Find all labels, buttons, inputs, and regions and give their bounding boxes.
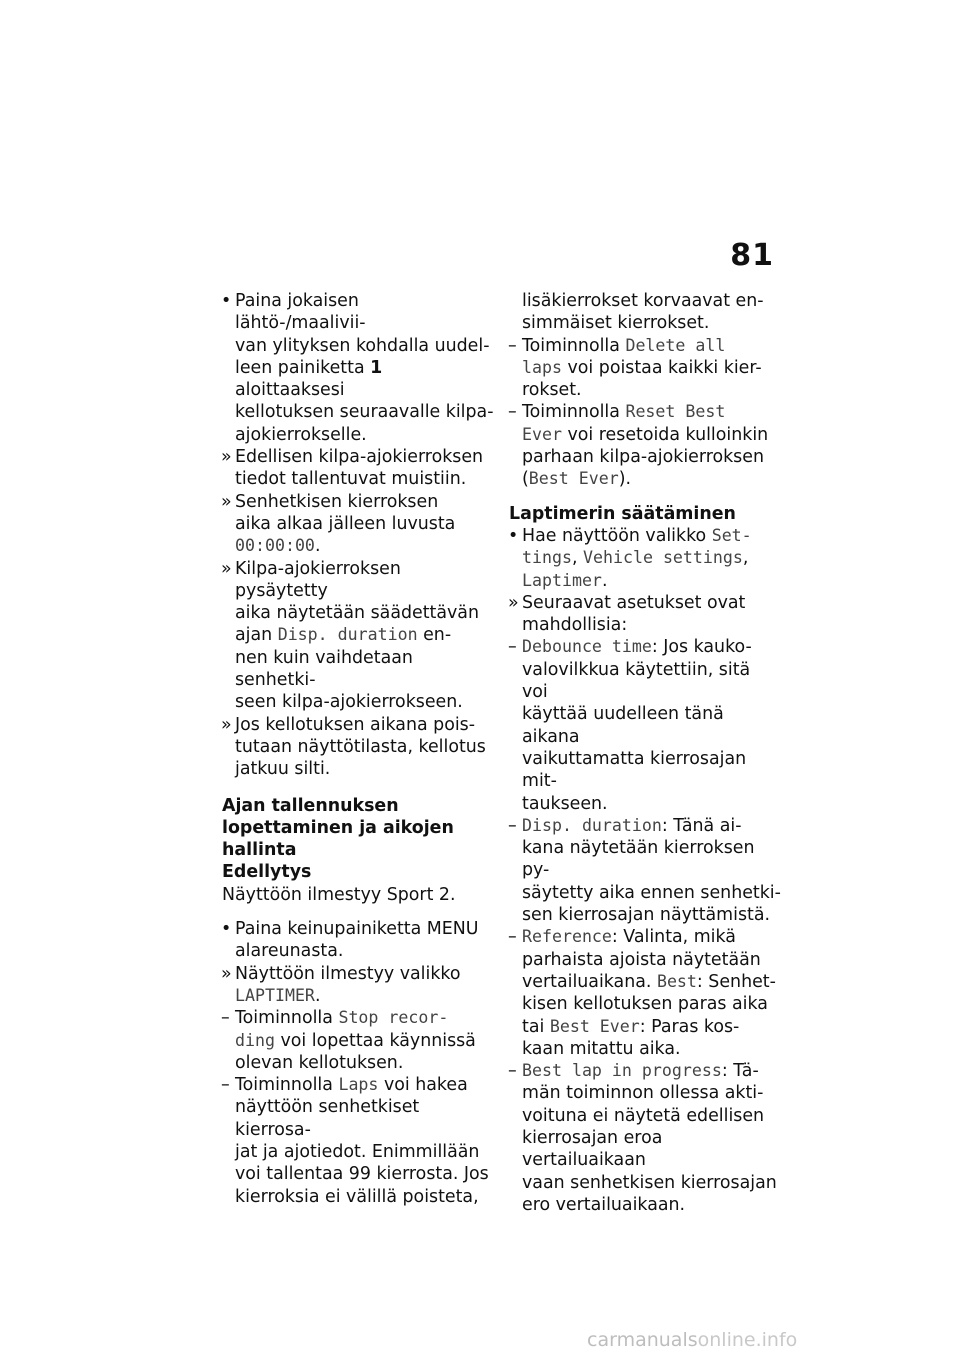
- bullet-item: [222, 918, 494, 963]
- display-text: Best Ever: [549, 1016, 640, 1036]
- display-text: Laptimer: [522, 570, 602, 590]
- watermark: [587, 1329, 797, 1351]
- display-text: LAPTIMER: [235, 985, 315, 1005]
- display-text: Vehicle settings: [583, 548, 743, 568]
- watermark-text: online.info: [697, 1329, 798, 1351]
- text-line: säytetty aika ennen senhetki-: [522, 882, 781, 903]
- dash-icon: –: [221, 1008, 230, 1029]
- dash-icon: –: [508, 927, 517, 948]
- text-line: vertailuaikana.: [522, 971, 657, 992]
- page-number: 81: [730, 238, 774, 273]
- text-line: : Jos kauko-: [651, 637, 752, 658]
- heading-line: lopettaminen ja aikojen: [222, 817, 454, 838]
- result-item: [222, 446, 494, 491]
- text-line: voi resetoida kulloinkin: [561, 424, 769, 445]
- text-line: olevan kellotuksen.: [235, 1052, 404, 1073]
- text-line: käyttää uudelleen tänä aikana: [522, 704, 724, 747]
- display-text: 00:00:00: [235, 536, 315, 556]
- text-line: : Valinta, mikä: [611, 927, 736, 948]
- text-line: kierrosajan eroa vertailuaikaan: [522, 1127, 663, 1171]
- result-item: [509, 592, 781, 637]
- display-text: ding: [235, 1030, 275, 1050]
- text-line: Senhetkisen kierroksen: [235, 491, 439, 512]
- text-line: Kilpa-ajokierroksen pysäytetty: [235, 558, 401, 601]
- text-line: kellotuksen seuraavalle kilpa-: [235, 402, 494, 423]
- bullet-icon: •: [221, 291, 232, 311]
- button-reference: 1: [370, 357, 383, 378]
- result-arrow-icon: »: [221, 491, 232, 512]
- subheading: Edellytys: [222, 862, 312, 883]
- display-text: tings: [522, 548, 572, 568]
- text-line: nen kuin vaihdetaan senhetki-: [235, 647, 413, 691]
- result-arrow-icon: »: [221, 963, 232, 984]
- text-line: Näyttöön ilmestyy valikko: [235, 963, 461, 984]
- text-line: män toiminnon ollessa akti-: [522, 1083, 764, 1104]
- text-line: kaan mitattu aika.: [522, 1038, 681, 1059]
- text-line: Paina keinupainiketta MENU: [235, 919, 479, 940]
- text-line: leen painiketta: [235, 357, 371, 378]
- dash-item: [509, 1060, 781, 1216]
- text-line: : Tänä ai-: [661, 815, 742, 836]
- dash-item: [222, 1074, 494, 1208]
- text-line: parhaan kilpa-ajokierroksen: [522, 447, 764, 468]
- dash-icon: –: [508, 815, 517, 836]
- text-line: kierroksia ei välillä poisteta,: [235, 1186, 479, 1207]
- result-arrow-icon: »: [221, 447, 232, 468]
- text-line: tutaan näyttötilasta, kellotus: [235, 736, 486, 757]
- text-line: : Senhet-: [696, 971, 776, 992]
- text-line: voituna ei näytetä edellisen: [522, 1105, 765, 1126]
- text-line: sen kierrosajan näyttämistä.: [522, 905, 771, 926]
- display-text: Ever: [522, 424, 562, 444]
- text-line: : Paras kos-: [639, 1016, 740, 1037]
- dash-item: [509, 926, 781, 1060]
- text-line: Toiminnolla: [235, 1008, 339, 1029]
- result-item: [222, 963, 494, 1008]
- heading-line: Ajan tallennuksen: [222, 795, 399, 816]
- text-line: näyttöön senhetkiset kierrosa-: [235, 1097, 420, 1140]
- display-text: Set-: [711, 525, 752, 545]
- display-text: Best lap in progress: [522, 1061, 722, 1081]
- text-line: Toiminnolla: [522, 402, 626, 423]
- result-item: [222, 558, 494, 714]
- text-line: ,: [742, 548, 749, 569]
- text-line: jatkuu silti.: [235, 759, 331, 780]
- display-text: Reset Best: [625, 402, 726, 422]
- text-line: ajokierrokselle.: [235, 424, 367, 445]
- prerequisite-text: Näyttöön ilmestyy Sport 2.: [222, 884, 456, 905]
- display-text: Reference: [522, 927, 612, 947]
- text-line: voi lopettaa käynnissä: [274, 1030, 476, 1051]
- display-text: Stop recor-: [338, 1008, 449, 1028]
- text-line: aika näytetään säädettävän: [235, 603, 479, 624]
- text-line: Paina jokaisen lähtö-/maalivii-: [235, 291, 366, 334]
- display-text: Disp. duration: [277, 625, 418, 645]
- text-line: parhaista ajoista näytetään: [522, 949, 761, 970]
- text-line: aloittaaksesi: [235, 380, 345, 401]
- display-text: Debounce time: [522, 637, 652, 657]
- text-line: ero vertailuaikaan.: [522, 1194, 686, 1215]
- text-line: jat ja ajotiedot. Enimmillään: [235, 1141, 480, 1162]
- text-line: ).: [618, 469, 632, 490]
- dash-item: [509, 636, 781, 814]
- text-line: ,: [571, 548, 584, 569]
- text-line: Hae näyttöön valikko: [522, 525, 712, 546]
- bullet-icon: •: [508, 525, 519, 546]
- text-line: : Tä-: [721, 1061, 759, 1082]
- section-heading: [222, 795, 494, 862]
- text-line: tiedot tallentuvat muistiin.: [235, 469, 467, 490]
- text-line: tai: [522, 1016, 550, 1037]
- text-line: .: [314, 985, 321, 1006]
- text-line: Toiminnolla: [235, 1075, 339, 1096]
- text-line: taukseen.: [522, 793, 608, 814]
- text-line: vaan senhetkisen kierrosajan: [522, 1172, 777, 1193]
- display-text: Best: [656, 971, 697, 991]
- result-item: [222, 714, 494, 781]
- text-line: aika alkaa jälleen luvusta: [235, 513, 456, 534]
- text-line: (: [522, 469, 529, 490]
- section-heading: Laptimerin säätäminen: [509, 503, 736, 524]
- dash-item: [509, 335, 781, 402]
- bullet-icon: •: [221, 919, 232, 940]
- left-column: [222, 290, 494, 1208]
- watermark-text: carmanuals: [587, 1329, 698, 1351]
- heading-line: hallinta: [222, 840, 297, 861]
- display-text: Disp. duration: [522, 815, 662, 835]
- text-line: Edellisen kilpa-ajokierroksen: [235, 447, 484, 468]
- dash-icon: –: [508, 1061, 517, 1082]
- text-line: kana näytetään kierroksen py-: [522, 838, 755, 881]
- bullet-item: [509, 525, 781, 592]
- text-line: valovilkkua käytettiin, sitä voi: [522, 659, 751, 703]
- display-text: Laps: [338, 1075, 379, 1095]
- continued-text: [509, 290, 781, 335]
- text-line: .: [314, 536, 321, 557]
- text-line: mahdollisia:: [522, 615, 628, 636]
- text-line: Seuraavat asetukset ovat: [522, 592, 746, 613]
- dash-icon: –: [221, 1075, 230, 1096]
- dash-icon: –: [508, 402, 517, 423]
- text-line: Jos kellotuksen aikana pois-: [235, 714, 475, 735]
- dash-item: [509, 815, 781, 926]
- result-arrow-icon: »: [221, 558, 232, 579]
- display-text: laps: [522, 357, 562, 377]
- text-line: .: [601, 570, 608, 591]
- text-line: voi hakea: [378, 1075, 468, 1096]
- text-line: kisen kellotuksen paras aika: [522, 994, 768, 1015]
- text-line: ajan: [235, 625, 278, 646]
- dash-icon: –: [508, 637, 517, 658]
- text-line: voi tallentaa 99 kierrosta. Jos: [235, 1164, 489, 1185]
- text-line: en-: [417, 625, 452, 646]
- bullet-item: [222, 290, 494, 446]
- result-item: [222, 491, 494, 558]
- text-line: van ylityksen kohdalla uudel-: [235, 335, 490, 356]
- text-line: voi poistaa kaikki kier-: [561, 357, 762, 378]
- dash-icon: –: [508, 335, 517, 356]
- display-text: Delete all: [625, 335, 726, 355]
- result-arrow-icon: »: [221, 714, 232, 735]
- text-line: Toiminnolla: [522, 335, 626, 356]
- dash-item: [509, 401, 781, 490]
- text-line: simmäiset kierrokset.: [522, 313, 710, 334]
- display-text: Best Ever: [528, 469, 619, 489]
- dash-item: [222, 1007, 494, 1074]
- text-line: vaikuttamatta kierrosajan mit-: [522, 748, 747, 792]
- text-line: alareunasta.: [235, 941, 344, 962]
- right-column: [509, 290, 781, 1216]
- text-line: rokset.: [522, 380, 582, 401]
- text-line: seen kilpa-ajokierrokseen.: [235, 692, 463, 713]
- text-line: lisäkierrokset korvaavat en-: [522, 291, 764, 311]
- result-arrow-icon: »: [508, 592, 519, 613]
